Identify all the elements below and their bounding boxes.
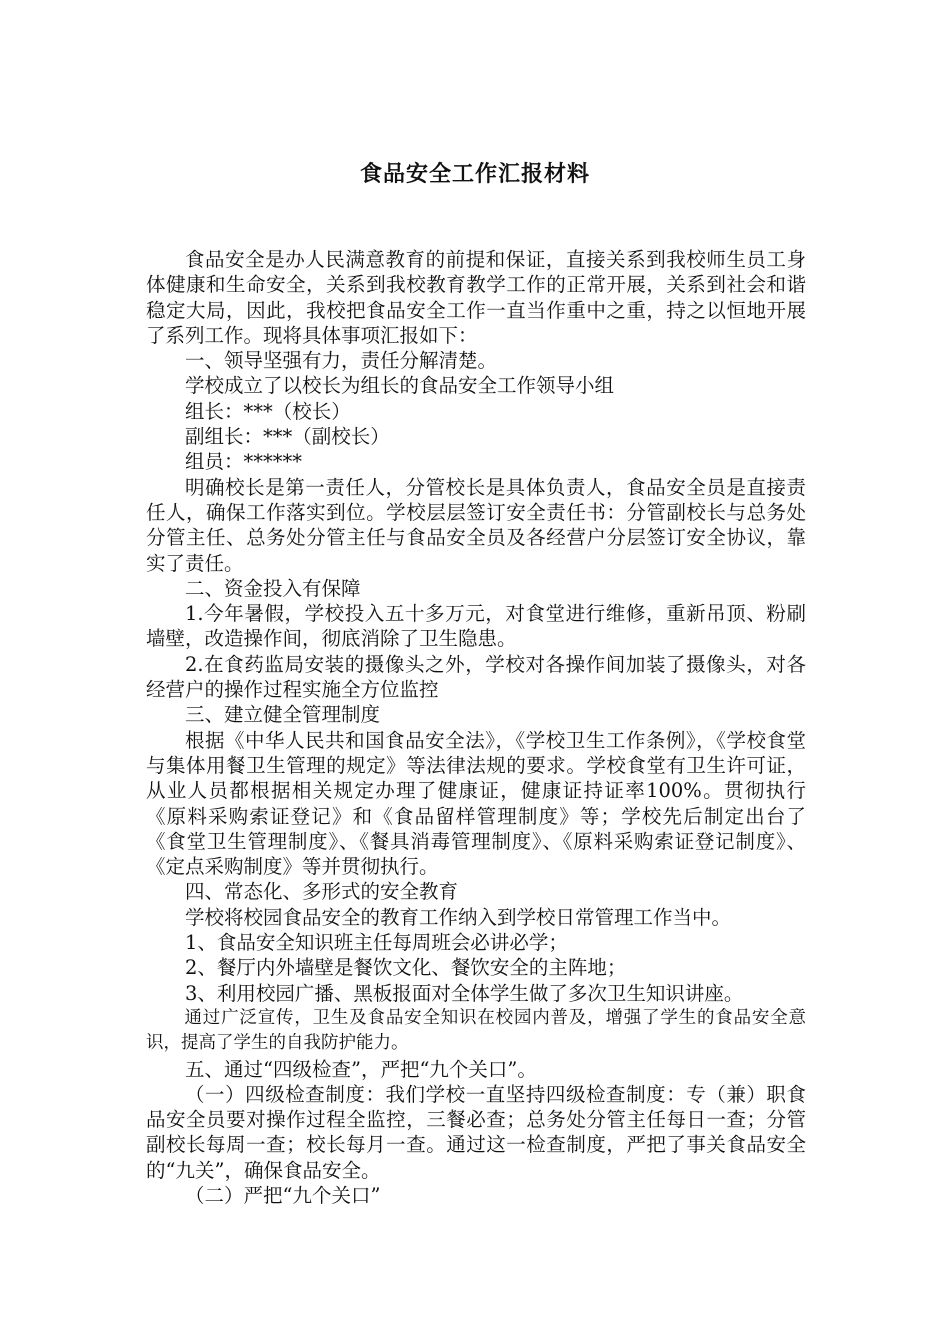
paragraph-intro: 食品安全是办人民满意教育的前提和保证，直接关系到我校师生员工身体健康和生命安全，关系到我校教育教学工作的正常开展，关系到社会和谐稳定大局，因此，我校把食品安全工作一直当作重中之重，持之以恒地开展了系列工作。现将具体事项汇报如下： bbox=[146, 248, 806, 347]
section-heading-2: 二、资金投入有保障 bbox=[185, 576, 361, 600]
section-heading-1: 一、领导坚强有力，责任分解清楚。 bbox=[185, 349, 498, 373]
paragraph: 1、食品安全知识班主任每周班会必讲必学； bbox=[185, 931, 568, 955]
paragraph: 3、利用校园广播、黑板报面对全体学生做了多次卫生知识讲座。 bbox=[185, 981, 744, 1005]
paragraph: 学校成立了以校长为组长的食品安全工作领导小组 bbox=[185, 374, 615, 398]
paragraph: 1.今年暑假，学校投入五十多万元，对食堂进行维修，重新吊顶、粉刷墙壁，改造操作间，彻底消除了卫生隐患。 bbox=[146, 602, 806, 651]
document-title: 食品安全工作汇报材料 bbox=[359, 161, 590, 187]
document-body bbox=[146, 247, 806, 1208]
paragraph: 2、餐厅内外墙壁是餐饮文化、餐饮安全的主阵地； bbox=[185, 956, 627, 980]
paragraph: （一）四级检查制度：我们学校一直坚持四级检查制度：专（兼）职食品安全员要对操作过程全监控，三餐必查；总务处分管主任每日一查；分管副校长每周一查；校长每月一查。通过这一检查制度，严把了事关食品安全的“九关”，确保食品安全。 bbox=[146, 1082, 806, 1182]
paragraph: 组员：****** bbox=[185, 450, 303, 474]
section-heading-4: 四、常态化、多形式的安全教育 bbox=[185, 880, 459, 904]
paragraph: 2.在食药监局安装的摄像头之外，学校对各操作间加装了摄像头，对各经营户的操作过程实施全方位监控 bbox=[146, 652, 806, 702]
paragraph: 学校将校园食品安全的教育工作纳入到学校日常管理工作当中。 bbox=[185, 905, 732, 929]
paragraph: 组长：***（校长） bbox=[185, 399, 351, 423]
section-heading-3: 三、建立健全管理制度 bbox=[185, 703, 381, 727]
paragraph: 通过广泛宣传，卫生及食品安全知识在校园内普及，增强了学生的食品安全意识，提高了学生的自我防护能力。 bbox=[146, 1007, 806, 1054]
paragraph: 副组长：***（副校长） bbox=[185, 425, 390, 449]
paragraph: 明确校长是第一责任人，分管校长是具体负责人，食品安全员是直接责任人，确保工作落实到位。学校层层签订安全责任书：分管副校长与总务处分管主任、总务处分管主任与食品安全员及各经营户分层签订安全协议，靠实了责任。 bbox=[146, 475, 806, 575]
section-heading-5: 五、通过“四级检查”，严把“九个关口”。 bbox=[185, 1057, 537, 1081]
paragraph: 根据《中华人民共和国食品安全法》，《学校卫生工作条例》，《学校食堂与集体用餐卫生管理的规定》等法律法规的要求。学校食堂有卫生许可证，从业人员都根据相关规定办理了健康证，健康证持证率100%。贯彻执行《原料采购索证登记》和《食品留样管理制度》等；学校先后制定出台了《食堂卫生管理制度》、《餐具消毒管理制度》、《原料采购索证登记制度》、《定点采购制度》等并贯彻执行。 bbox=[146, 728, 806, 879]
paragraph: （二）严把“九个关口” bbox=[185, 1183, 381, 1207]
